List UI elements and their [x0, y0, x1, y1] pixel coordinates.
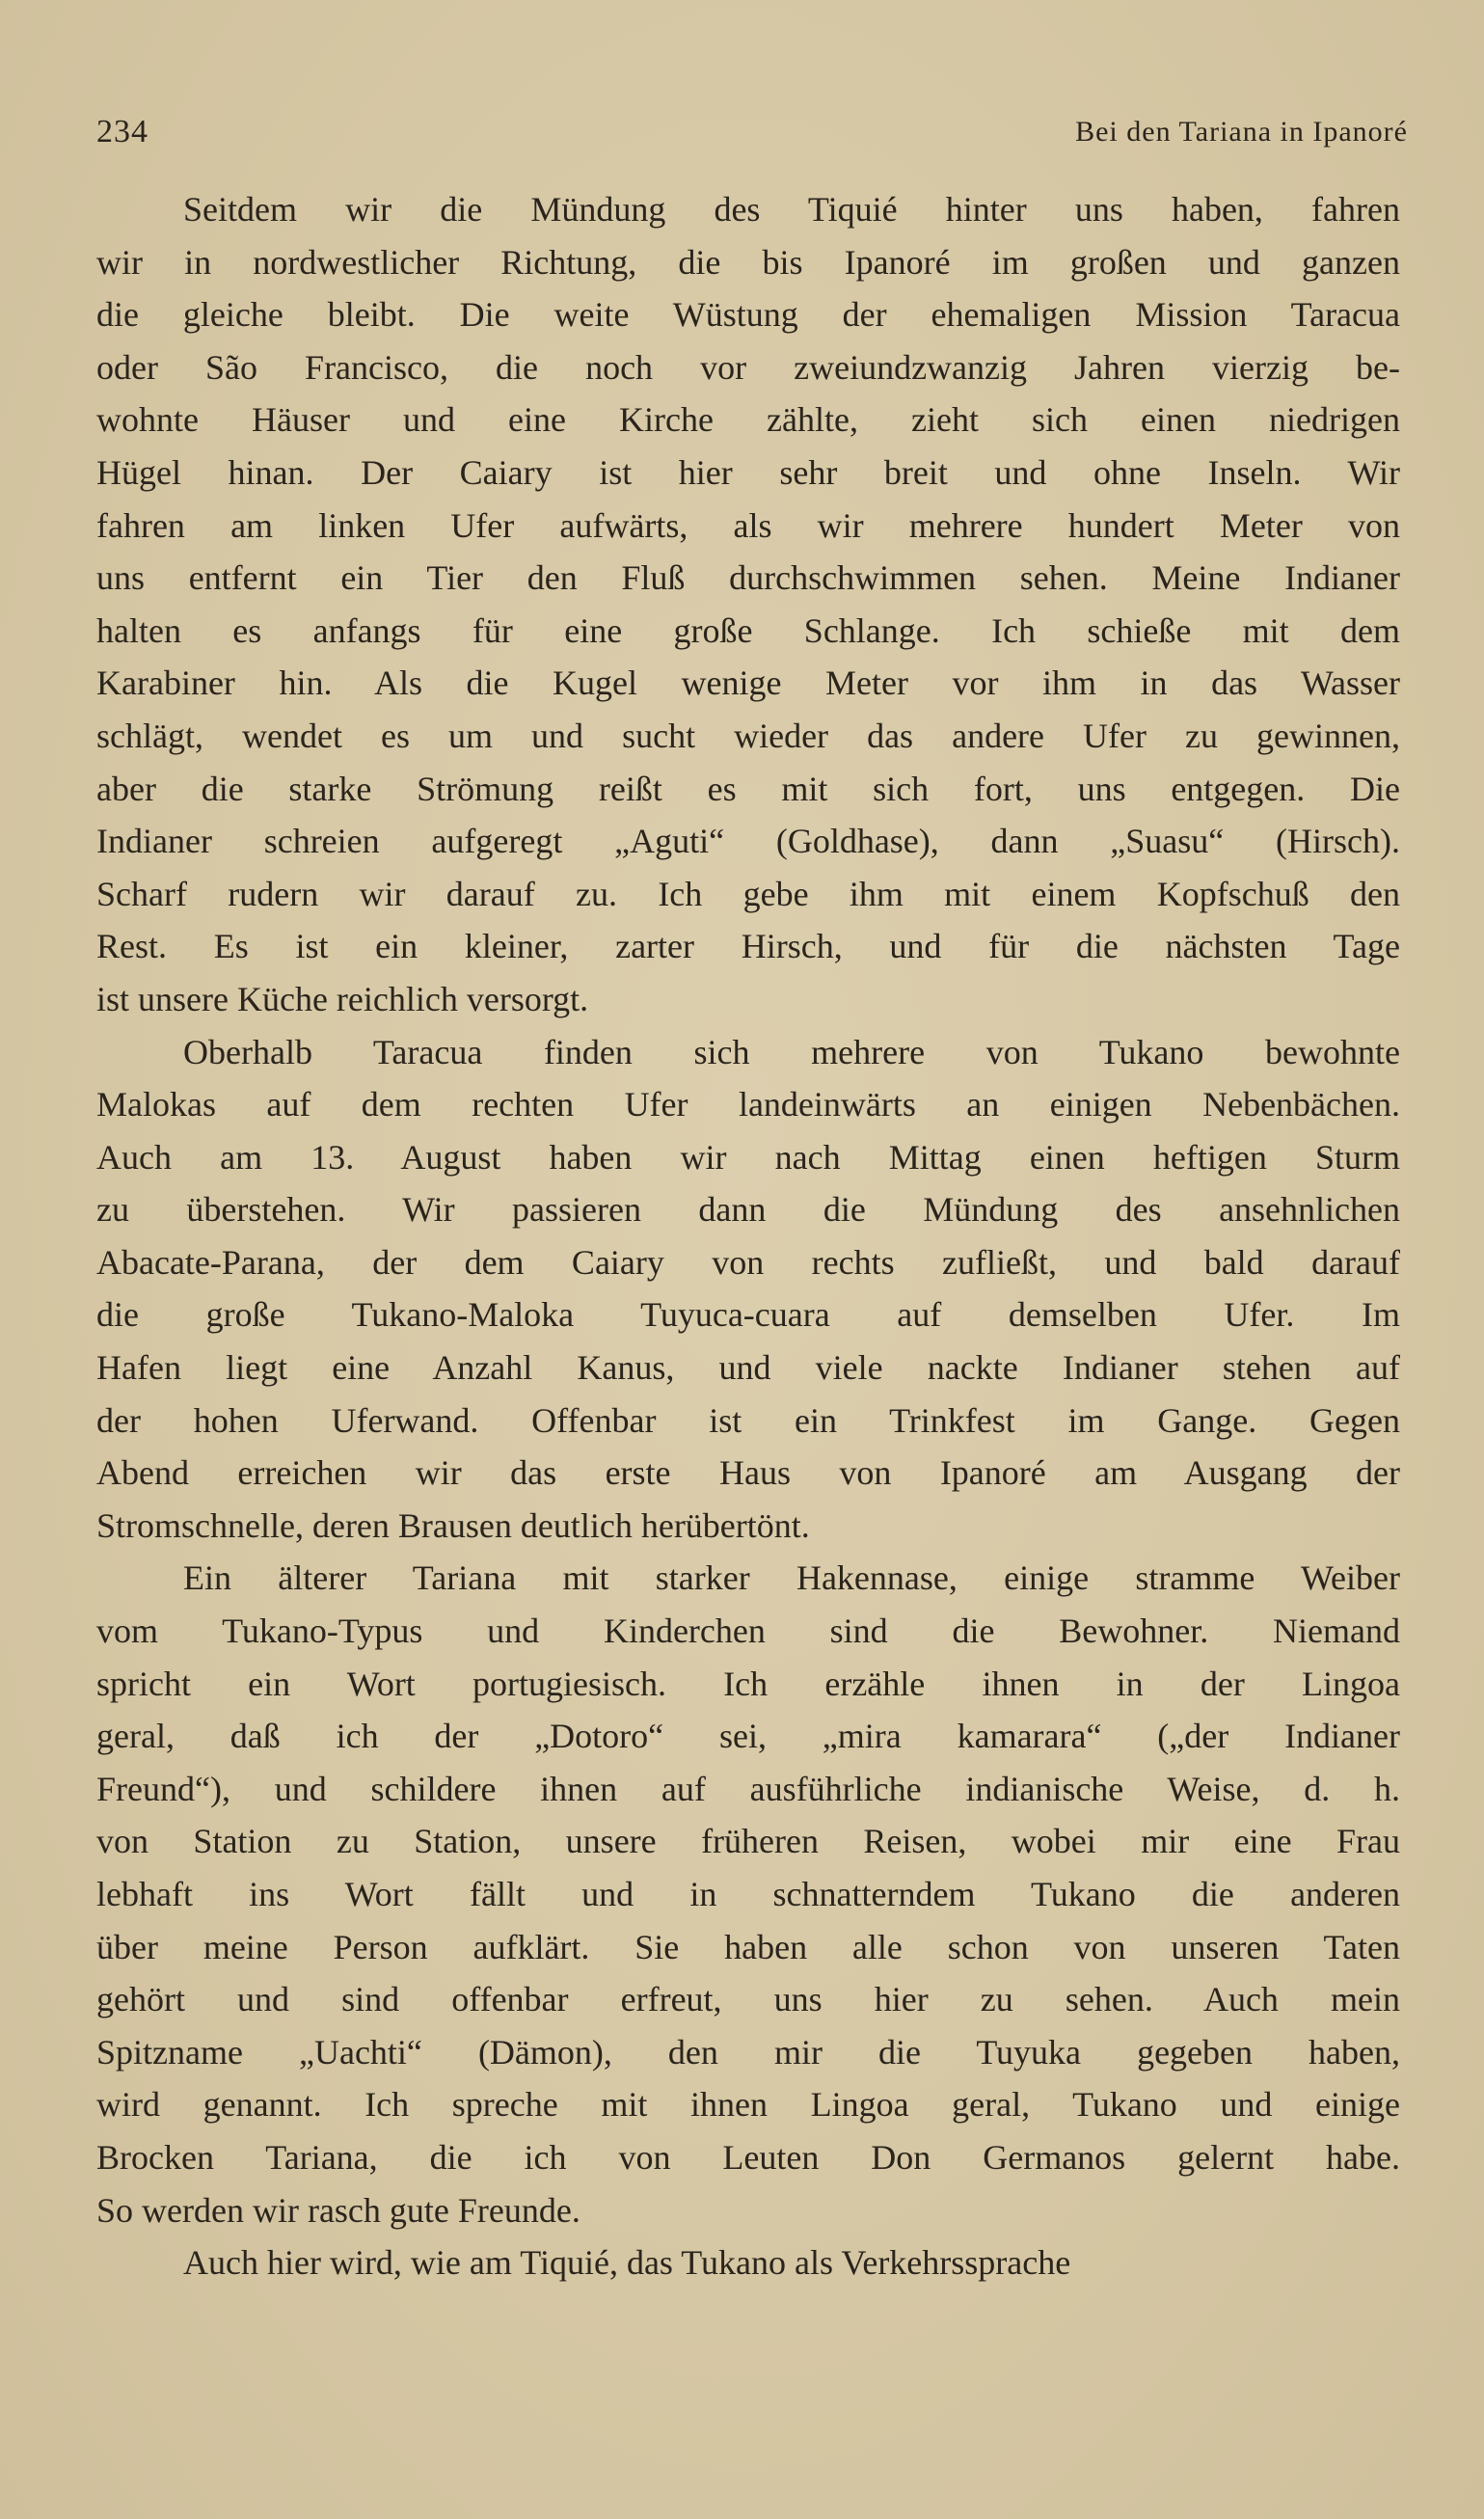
- paragraph: [96, 2236, 1400, 2289]
- text-line: Hügel hinan. Der Caiary ist hier sehr breit und ohne Inseln. Wir: [96, 452, 1400, 492]
- text-line: halten es anfangs für eine große Schlange. Ich schieße mit dem: [96, 610, 1400, 650]
- text-line: die gleiche bleibt. Die weite Wüstung der ehemaligen Mission Taracua: [96, 295, 1400, 335]
- text-line: Stromschnelle, deren Brausen deutlich herübertönt.: [96, 1505, 810, 1545]
- text-line: Spitzname „Uachti“ (Dämon), den mir die Tuyuka gegeben haben,: [96, 2032, 1400, 2072]
- text-line: wir in nordwestlicher Richtung, die bis Ipanoré im großen und ganzen: [96, 242, 1400, 282]
- text-line: Indianer schreien aufgeregt „Aguti“ (Goldhase), dann „Suasu“ (Hirsch).: [96, 822, 1400, 861]
- text-line: Abacate-Parana, der dem Caiary von rechts zufließt, und bald darauf: [96, 1242, 1400, 1282]
- text-line: wird genannt. Ich spreche mit ihnen Lingoa geral, Tukano und einige: [96, 2085, 1400, 2125]
- text-line: Rest. Es ist ein kleiner, zarter Hirsch, und für die nächsten Tage: [96, 927, 1400, 966]
- text-line: uns entfernt ein Tier den Fluß durchschwimmen sehen. Meine Indianer: [96, 558, 1400, 598]
- text-line: Hafen liegt eine Anzahl Kanus, und viele nackte Indianer stehen auf: [96, 1348, 1400, 1388]
- text-line: die große Tukano-Maloka Tuyuca-cuara auf demselben Ufer. Im: [96, 1295, 1400, 1335]
- text-line: Abend erreichen wir das erste Haus von Ipanoré am Ausgang der: [96, 1453, 1400, 1493]
- paragraph: [96, 183, 1400, 1026]
- running-head: Bei den Tariana in Ipanoré: [1075, 116, 1408, 148]
- text-line: Malokas auf dem rechten Ufer landeinwärts an einigen Nebenbächen.: [96, 1085, 1400, 1124]
- text-line: Oberhalb Taracua finden sich mehrere von Tukano bewohnte: [183, 1032, 1400, 1071]
- text-line: fahren am linken Ufer aufwärts, als wir mehrere hundert Meter von: [96, 505, 1400, 545]
- text-line: So werden wir rasch gute Freunde.: [96, 2190, 580, 2230]
- text-line: Karabiner hin. Als die Kugel wenige Meter vor ihm in das Wasser: [96, 664, 1400, 703]
- paragraph: [96, 1552, 1400, 2236]
- text-line: spricht ein Wort portugiesisch. Ich erzähle ihnen in der Lingoa: [96, 1664, 1400, 1703]
- text-line: wohnte Häuser und eine Kirche zählte, zieht sich einen niedrigen: [96, 400, 1400, 440]
- text-line: geral, daß ich der „Dotoro“ sei, „mira kamarara“ („der Indianer: [96, 1717, 1400, 1756]
- text-line: Auch hier wird, wie am Tiquié, das Tukano als Verkehrssprache: [183, 2243, 1071, 2283]
- text-line: über meine Person aufklärt. Sie haben alle schon von unseren Taten: [96, 1927, 1400, 1966]
- text-line: Scharf rudern wir darauf zu. Ich gebe ihm mit einem Kopfschuß den: [96, 874, 1400, 913]
- paragraph: [96, 1026, 1400, 1553]
- text-line: schlägt, wendet es um und sucht wieder das andere Ufer zu gewinnen,: [96, 716, 1400, 755]
- text-line: oder São Francisco, die noch vor zweiundzwanzig Jahren vierzig be-: [96, 347, 1400, 387]
- page-header: [96, 114, 1408, 162]
- text-line: der hohen Uferwand. Offenbar ist ein Trinkfest im Gange. Gegen: [96, 1400, 1400, 1440]
- text-line: aber die starke Strömung reißt es mit sich fort, uns entgegen. Die: [96, 769, 1400, 808]
- text-line: vom Tukano-Typus und Kinderchen sind die Bewohner. Niemand: [96, 1612, 1400, 1651]
- text-line: Seitdem wir die Mündung des Tiquié hinter uns haben, fahren: [183, 190, 1400, 229]
- text-line: gehört und sind offenbar erfreut, uns hier zu sehen. Auch mein: [96, 1980, 1400, 2019]
- text-line: lebhaft ins Wort fällt und in schnatterndem Tukano die anderen: [96, 1875, 1400, 1913]
- text-line: ist unsere Küche reichlich versorgt.: [96, 979, 589, 1018]
- text-line: zu überstehen. Wir passieren dann die Mündung des ansehnlichen: [96, 1190, 1400, 1230]
- text-line: Freund“), und schildere ihnen auf ausführliche indianische Weise, d. h.: [96, 1769, 1400, 1808]
- text-line: Ein älterer Tariana mit starker Hakennase, einige stramme Weiber: [183, 1558, 1400, 1598]
- text-line: Brocken Tariana, die ich von Leuten Don Germanos gelernt habe.: [96, 2137, 1400, 2177]
- text-line: von Station zu Station, unsere früheren Reisen, wobei mir eine Frau: [96, 1822, 1400, 1861]
- body-text: [96, 183, 1400, 2289]
- text-line: Auch am 13. August haben wir nach Mittag einen heftigen Sturm: [96, 1137, 1400, 1177]
- page-number: 234: [96, 114, 148, 149]
